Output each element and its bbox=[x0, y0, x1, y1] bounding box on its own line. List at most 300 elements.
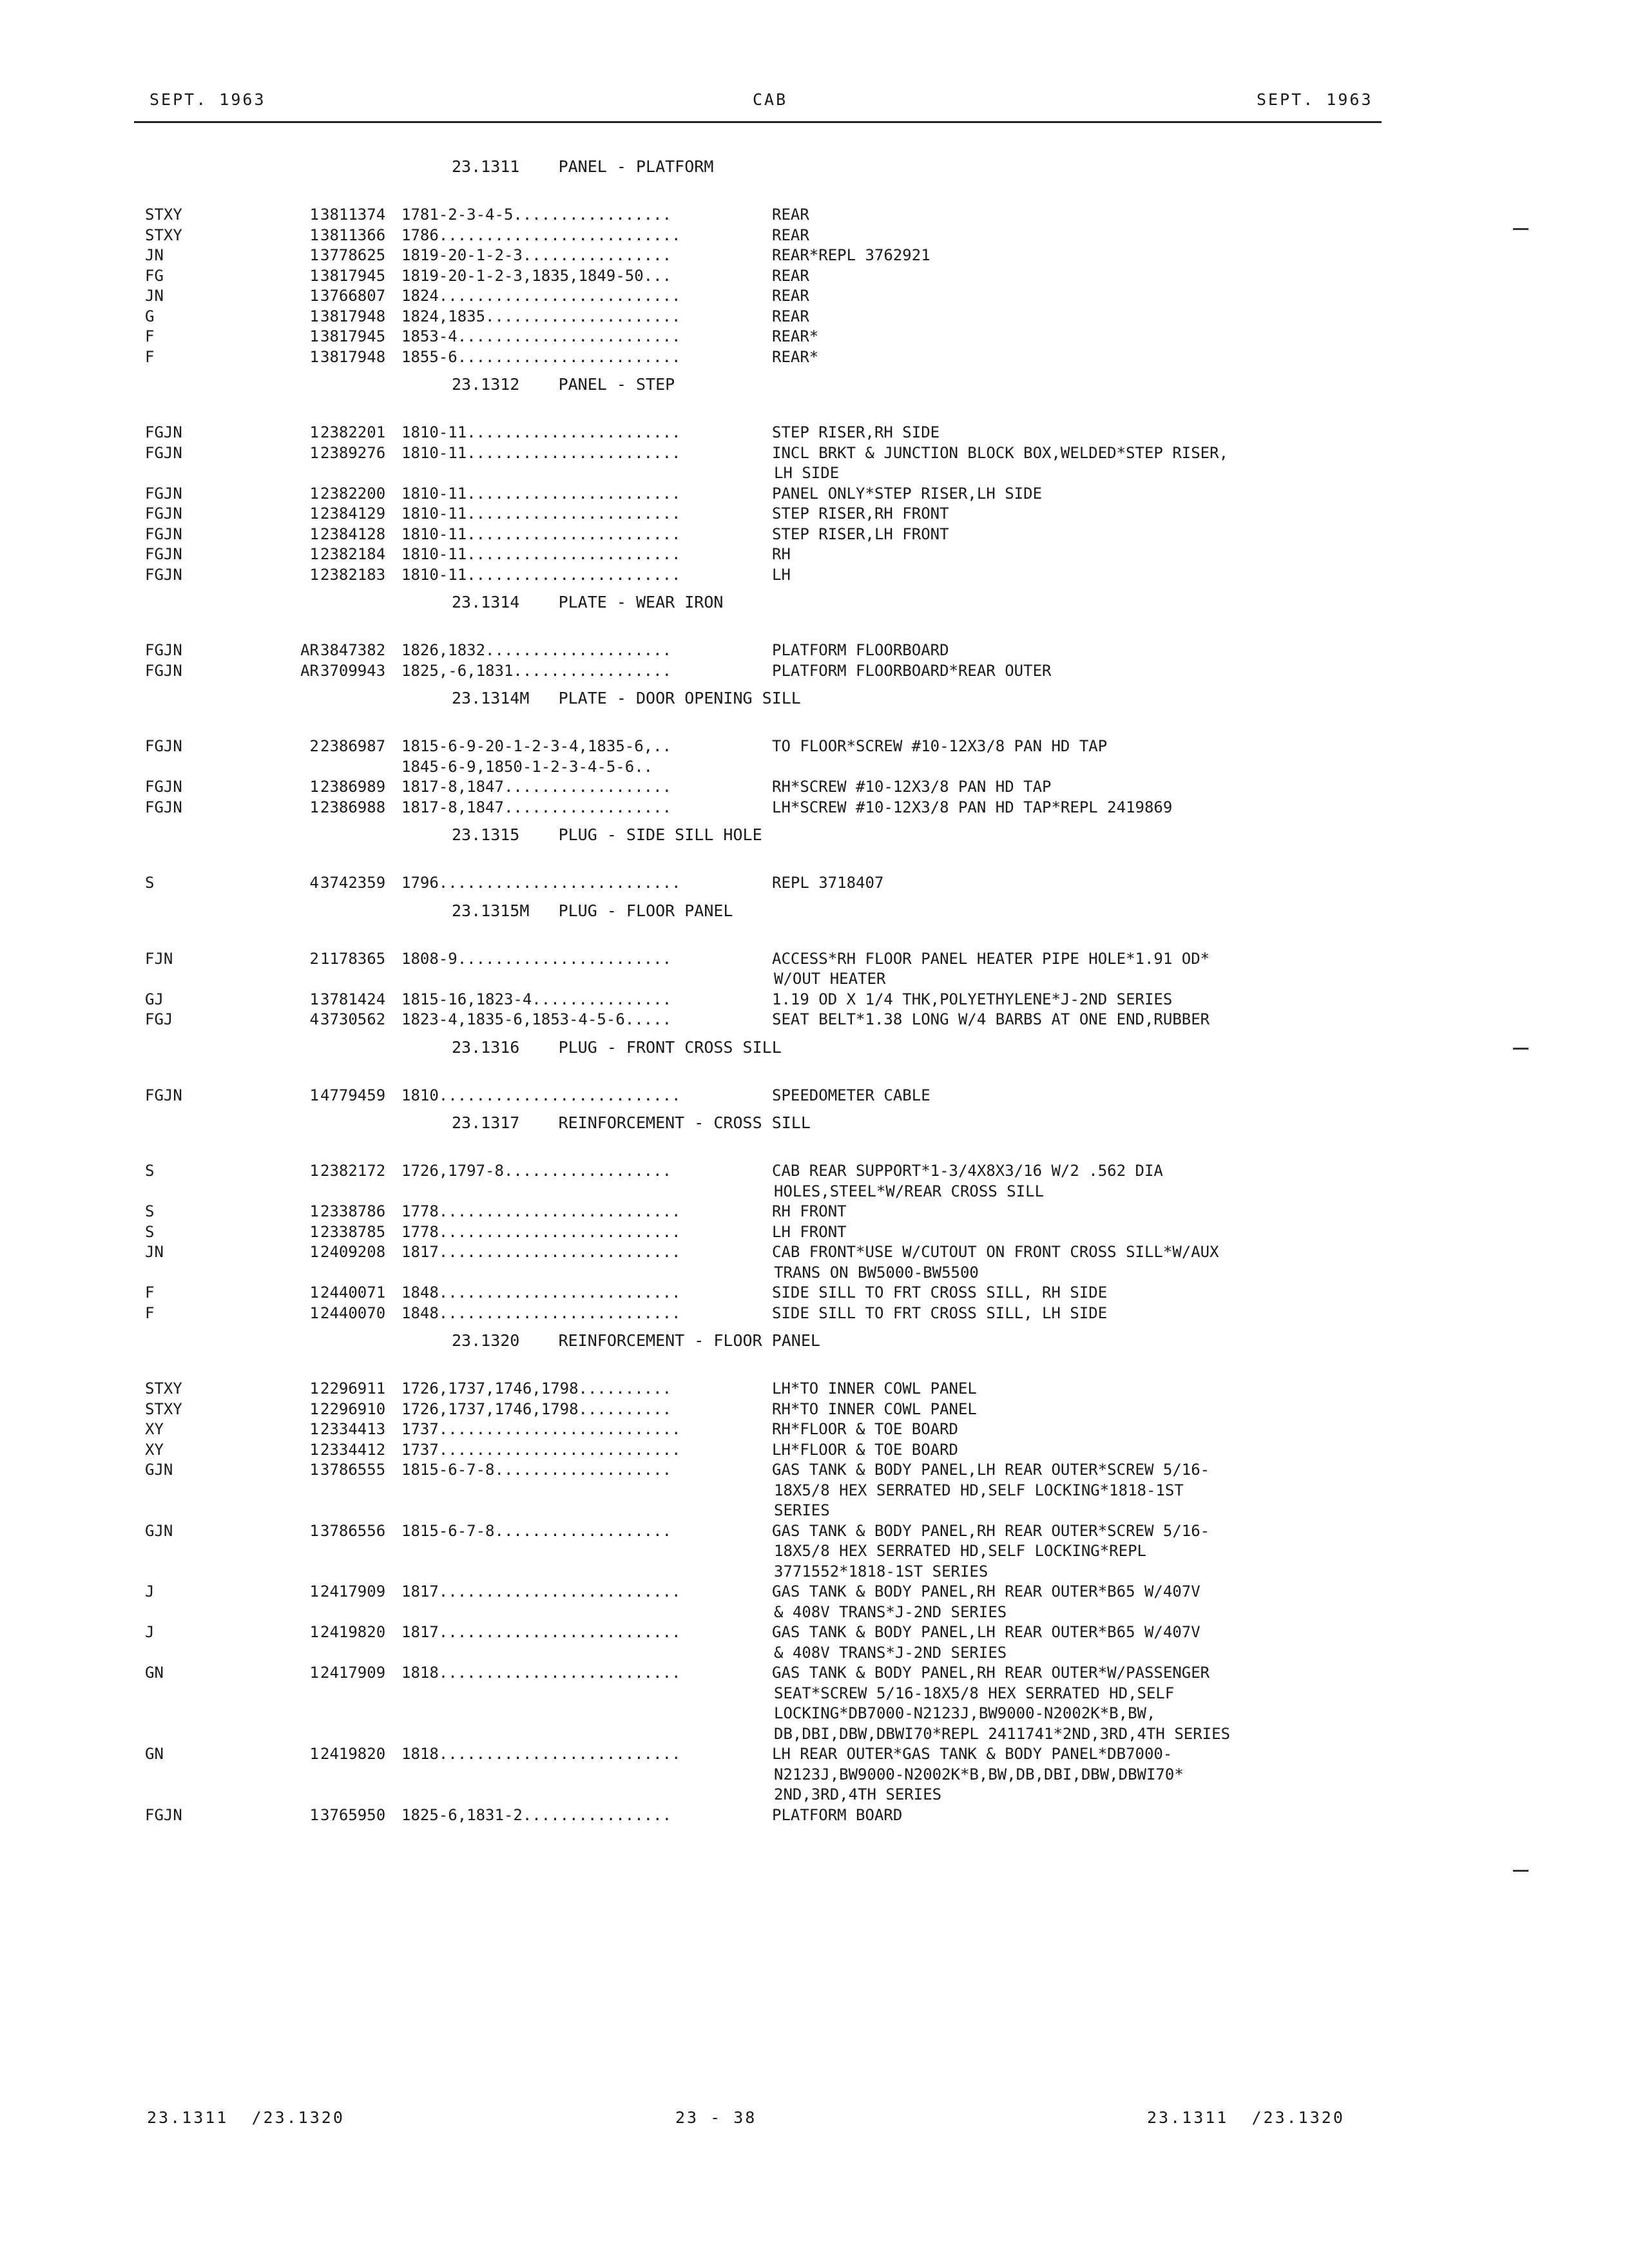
model-codes: XY bbox=[145, 1440, 164, 1459]
serial-numbers: 1810-11....................... bbox=[401, 524, 681, 543]
serial-numbers: 1810-11....................... bbox=[401, 565, 681, 584]
part-number: 2409208 bbox=[320, 1243, 386, 1261]
footer-page-number: 23 - 38 bbox=[675, 2108, 757, 2127]
part-row bbox=[145, 661, 1395, 682]
part-number: 2417909 bbox=[320, 1582, 386, 1600]
part-row bbox=[145, 873, 1395, 894]
model-codes: FGJN bbox=[145, 524, 182, 543]
quantity: 4 bbox=[309, 874, 319, 892]
indent-spacer bbox=[145, 463, 774, 484]
serial-numbers: 1848.......................... bbox=[401, 1303, 681, 1322]
serial-numbers: 1819-20-1-2-3,1835,1849-50... bbox=[401, 266, 672, 285]
model-codes: STXY bbox=[145, 226, 182, 244]
part-row bbox=[145, 1222, 1395, 1243]
serial-numbers: 1726,1737,1746,1798.......... bbox=[401, 1399, 672, 1418]
indent-spacer bbox=[145, 1481, 774, 1501]
model-codes: F bbox=[145, 327, 155, 345]
model-codes: JN bbox=[145, 246, 164, 264]
serial-numbers: 1817.......................... bbox=[401, 1582, 681, 1600]
model-codes: F bbox=[145, 1283, 155, 1302]
catalog-section bbox=[145, 1030, 1395, 1106]
model-codes: F bbox=[145, 1303, 155, 1322]
indent-spacer bbox=[145, 1562, 774, 1582]
serial-numbers: 1815-6-7-8................... bbox=[401, 1521, 672, 1540]
serial-numbers: 1823-4,1835-6,1853-4-5-6..... bbox=[401, 1010, 672, 1028]
part-row bbox=[145, 245, 1395, 266]
serial-numbers: 1808-9....................... bbox=[401, 949, 672, 968]
quantity: 1 bbox=[309, 1440, 319, 1459]
part-number: 2389276 bbox=[320, 443, 386, 462]
part-description: LH*SCREW #10-12X3/8 PAN HD TAP*REPL 2419869 bbox=[772, 798, 1173, 816]
model-codes: FGJN bbox=[145, 423, 182, 441]
catalog-section bbox=[145, 367, 1395, 585]
quantity: 1 bbox=[309, 287, 319, 305]
part-description: STEP RISER,LH FRONT bbox=[772, 524, 949, 543]
part-description-continued: N2123J,BW9000-N2002K*B,BW,DB,DBI,DBW,DBWI70* bbox=[774, 1765, 1184, 1783]
quantity: 1 bbox=[309, 226, 319, 244]
model-codes: G bbox=[145, 307, 155, 325]
part-description-continued: DB,DBI,DBW,DBWI70*REPL 2411741*2ND,3RD,4TH SERIES bbox=[774, 1724, 1231, 1743]
model-codes: FGJN bbox=[145, 505, 182, 523]
part-number: 2384129 bbox=[320, 505, 386, 523]
quantity: 1 bbox=[309, 1222, 319, 1241]
part-number: 4779459 bbox=[320, 1086, 386, 1104]
part-row bbox=[145, 1399, 1395, 1420]
part-description: GAS TANK & BODY PANEL,LH REAR OUTER*B65 W/407V bbox=[772, 1623, 1200, 1641]
margin-tick bbox=[1513, 1048, 1528, 1050]
model-codes: J bbox=[145, 1623, 155, 1641]
parts-list bbox=[145, 149, 1395, 1825]
part-description: LH REAR OUTER*GAS TANK & BODY PANEL*DB7000- bbox=[772, 1745, 1173, 1763]
model-codes: FGJN bbox=[145, 737, 182, 755]
description-continuation bbox=[145, 1562, 1395, 1582]
serial-numbers: 1825-6,1831-2................ bbox=[401, 1805, 672, 1824]
model-codes: F bbox=[145, 347, 155, 366]
quantity: 1 bbox=[309, 1664, 319, 1682]
serial-numbers: 1810-11....................... bbox=[401, 423, 681, 441]
part-description-continued: 3771552*1818-1ST SERIES bbox=[774, 1562, 988, 1581]
part-number: 2419820 bbox=[320, 1745, 386, 1763]
description-continuation bbox=[145, 1704, 1395, 1724]
serial-numbers: 1810-11....................... bbox=[401, 505, 681, 523]
model-codes: FG bbox=[145, 266, 164, 285]
description-continuation bbox=[145, 1541, 1395, 1562]
part-row bbox=[145, 1582, 1395, 1602]
quantity: 1 bbox=[309, 1399, 319, 1418]
catalog-section bbox=[145, 585, 1395, 681]
part-number: 2386988 bbox=[320, 798, 386, 816]
part-description: ACCESS*RH FLOOR PANEL HEATER PIPE HOLE*1.91 OD* bbox=[772, 949, 1210, 968]
part-description: RH*SCREW #10-12X3/8 PAN HD TAP bbox=[772, 778, 1052, 796]
serial-numbers: 1819-20-1-2-3................ bbox=[401, 246, 672, 264]
part-description: RH*FLOOR & TOE BOARD bbox=[772, 1420, 958, 1438]
model-codes: XY bbox=[145, 1420, 164, 1438]
part-row bbox=[145, 266, 1395, 287]
section-title: 23.1320 REINFORCEMENT - FLOOR PANEL bbox=[452, 1331, 820, 1350]
part-row bbox=[145, 307, 1395, 327]
quantity: 1 bbox=[309, 1303, 319, 1322]
margin-tick bbox=[1513, 1870, 1528, 1872]
quantity: 1 bbox=[309, 1379, 319, 1398]
part-number: 2382183 bbox=[320, 565, 386, 584]
serial-numbers: 1781-2-3-4-5................. bbox=[401, 206, 672, 224]
quantity: 1 bbox=[309, 545, 319, 563]
model-codes: JN bbox=[145, 287, 164, 305]
serial-numbers: 1817-8,1847.................. bbox=[401, 778, 672, 796]
part-row bbox=[145, 1622, 1395, 1643]
part-description: LH FRONT bbox=[772, 1222, 847, 1241]
indent-spacer bbox=[145, 1182, 774, 1202]
part-description-continued: LOCKING*DB7000-N2123J,BW9000-N2002K*B,BW, bbox=[774, 1704, 1156, 1722]
indent-spacer bbox=[145, 1765, 774, 1785]
part-description: REAR*REPL 3762921 bbox=[772, 246, 930, 264]
quantity: 1 bbox=[309, 1162, 319, 1180]
catalog-section bbox=[145, 894, 1395, 1030]
serial-numbers: 1778.......................... bbox=[401, 1222, 681, 1241]
catalog-section bbox=[145, 149, 1395, 367]
part-row bbox=[145, 798, 1395, 818]
part-number: 2382172 bbox=[320, 1162, 386, 1180]
serial-numbers: 1796.......................... bbox=[401, 874, 681, 892]
part-description-continued: 2ND,3RD,4TH SERIES bbox=[774, 1785, 942, 1803]
part-description-continued: TRANS ON BW5000-BW5500 bbox=[774, 1263, 979, 1282]
part-number: 2296911 bbox=[320, 1379, 386, 1398]
model-codes: FGJN bbox=[145, 545, 182, 563]
serial-numbers: 1810-11....................... bbox=[401, 545, 681, 563]
section-title: 23.1312 PANEL - STEP bbox=[452, 375, 675, 394]
serial-numbers: 1848.......................... bbox=[401, 1283, 681, 1302]
model-codes: STXY bbox=[145, 206, 182, 224]
part-number: 3817945 bbox=[320, 266, 386, 285]
indent-spacer bbox=[145, 1643, 774, 1664]
part-row bbox=[145, 504, 1395, 524]
serial-numbers: 1818.......................... bbox=[401, 1745, 681, 1763]
part-row bbox=[145, 736, 1395, 757]
part-description: TO FLOOR*SCREW #10-12X3/8 PAN HD TAP bbox=[772, 737, 1108, 755]
part-number: 3847382 bbox=[320, 641, 386, 659]
section-title: 23.1316 PLUG - FRONT CROSS SILL bbox=[452, 1037, 782, 1057]
serial-numbers: 1826,1832.................... bbox=[401, 641, 672, 659]
quantity: 1 bbox=[309, 246, 319, 264]
part-description: REAR bbox=[772, 206, 809, 224]
catalog-section bbox=[145, 818, 1395, 894]
part-description: CAB REAR SUPPORT*1-3/4X8X3/16 W/2 .562 DIA bbox=[772, 1162, 1163, 1180]
quantity: 1 bbox=[309, 798, 319, 816]
part-number: 3766807 bbox=[320, 287, 386, 305]
serial-numbers: 1818.......................... bbox=[401, 1664, 681, 1682]
part-number: 2382184 bbox=[320, 545, 386, 563]
description-continuation bbox=[145, 969, 1395, 990]
model-codes: S bbox=[145, 1202, 155, 1220]
section-title: 23.1311 PANEL - PLATFORM bbox=[452, 157, 714, 176]
model-codes: STXY bbox=[145, 1399, 182, 1418]
indent-spacer bbox=[145, 1684, 774, 1704]
quantity: 1 bbox=[309, 1745, 319, 1763]
quantity: 1 bbox=[309, 307, 319, 325]
part-description: PLATFORM FLOORBOARD*REAR OUTER bbox=[772, 661, 1052, 680]
part-number: 3811374 bbox=[320, 206, 386, 224]
description-continuation bbox=[145, 1785, 1395, 1805]
quantity: 1 bbox=[309, 347, 319, 366]
part-row bbox=[145, 1460, 1395, 1481]
description-continuation bbox=[145, 1765, 1395, 1785]
model-codes: S bbox=[145, 1222, 155, 1241]
part-row bbox=[145, 1202, 1395, 1222]
part-number: 2382201 bbox=[320, 423, 386, 441]
quantity: 1 bbox=[309, 443, 319, 462]
part-number: 3811366 bbox=[320, 226, 386, 244]
part-description: LH*FLOOR & TOE BOARD bbox=[772, 1440, 958, 1459]
part-number: 2386987 bbox=[320, 737, 386, 755]
part-number: 2334413 bbox=[320, 1420, 386, 1438]
part-row bbox=[145, 640, 1395, 661]
model-codes: FGJ bbox=[145, 1010, 173, 1028]
quantity: AR bbox=[300, 641, 319, 659]
part-row bbox=[145, 777, 1395, 798]
catalog-section bbox=[145, 1106, 1395, 1323]
description-continuation bbox=[145, 1602, 1395, 1623]
part-description-continued: SERIES bbox=[774, 1501, 830, 1519]
section-spacer bbox=[145, 928, 1395, 949]
section-title: 23.1315M PLUG - FLOOR PANEL bbox=[452, 901, 733, 920]
part-number: 2334412 bbox=[320, 1440, 386, 1459]
serial-numbers: 1817.......................... bbox=[401, 1623, 681, 1641]
part-row bbox=[145, 1419, 1395, 1440]
part-description: PLATFORM BOARD bbox=[772, 1805, 903, 1824]
part-row bbox=[145, 443, 1395, 464]
serial-numbers: 1737.......................... bbox=[401, 1420, 681, 1438]
model-codes: FGJN bbox=[145, 565, 182, 584]
model-codes: STXY bbox=[145, 1379, 182, 1398]
part-row bbox=[145, 1440, 1395, 1461]
part-row bbox=[145, 1805, 1395, 1826]
part-description: LH*TO INNER COWL PANEL bbox=[772, 1379, 977, 1398]
model-codes: FGJN bbox=[145, 641, 182, 659]
part-row bbox=[145, 949, 1395, 970]
description-continuation bbox=[145, 1684, 1395, 1704]
indent-spacer bbox=[145, 1501, 774, 1521]
quantity: 1 bbox=[309, 423, 319, 441]
part-row bbox=[145, 347, 1395, 368]
part-row bbox=[145, 226, 1395, 246]
serial-numbers: 1737.......................... bbox=[401, 1440, 681, 1459]
indent-spacer bbox=[145, 1724, 774, 1745]
section-spacer bbox=[145, 620, 1395, 640]
part-row bbox=[145, 1242, 1395, 1263]
part-description-continued: W/OUT HEATER bbox=[774, 970, 886, 988]
quantity: 1 bbox=[309, 484, 319, 503]
part-description: GAS TANK & BODY PANEL,RH REAR OUTER*B65 W/407V bbox=[772, 1582, 1200, 1600]
section-title: 23.1317 REINFORCEMENT - CROSS SILL bbox=[452, 1113, 811, 1132]
serial-numbers: 1810-11....................... bbox=[401, 443, 681, 462]
description-continuation bbox=[145, 1724, 1395, 1745]
model-codes: FGJN bbox=[145, 484, 182, 503]
serial-numbers: 1786.......................... bbox=[401, 226, 681, 244]
part-description: REAR bbox=[772, 266, 809, 285]
model-codes: S bbox=[145, 1162, 155, 1180]
indent-spacer bbox=[145, 757, 401, 778]
serial-numbers-continued: 1845-6-9,1850-1-2-3-4-5-6.. bbox=[401, 757, 653, 776]
quantity: 2 bbox=[309, 949, 319, 968]
serial-numbers: 1815-16,1823-4............... bbox=[401, 990, 672, 1008]
quantity: AR bbox=[300, 661, 319, 680]
quantity: 1 bbox=[309, 1521, 319, 1540]
section-title: 23.1314 PLATE - WEAR IRON bbox=[452, 593, 724, 611]
quantity: 1 bbox=[309, 1243, 319, 1261]
part-description: REAR bbox=[772, 226, 809, 244]
serial-numbers: 1815-6-7-8................... bbox=[401, 1461, 672, 1479]
part-number: 1178365 bbox=[320, 949, 386, 968]
indent-spacer bbox=[145, 1541, 774, 1562]
quantity: 1 bbox=[309, 1805, 319, 1824]
part-description: PANEL ONLY*STEP RISER,LH SIDE bbox=[772, 484, 1043, 503]
part-description-continued: SEAT*SCREW 5/16-18X5/8 HEX SERRATED HD,SELF bbox=[774, 1684, 1175, 1702]
model-codes: GN bbox=[145, 1664, 164, 1682]
part-number: 2417909 bbox=[320, 1664, 386, 1682]
description-continuation bbox=[145, 463, 1395, 484]
part-number: 2382200 bbox=[320, 484, 386, 503]
quantity: 1 bbox=[309, 1202, 319, 1220]
description-continuation bbox=[145, 1263, 1395, 1283]
quantity: 2 bbox=[309, 737, 319, 755]
quantity: 1 bbox=[309, 206, 319, 224]
part-number: 3817948 bbox=[320, 347, 386, 366]
quantity: 4 bbox=[309, 1010, 319, 1028]
quantity: 1 bbox=[309, 524, 319, 543]
serial-numbers: 1817-8,1847.................. bbox=[401, 798, 672, 816]
part-description-continued: LH SIDE bbox=[774, 464, 840, 482]
part-description: REAR* bbox=[772, 347, 819, 366]
serial-numbers: 1810.......................... bbox=[401, 1086, 681, 1104]
model-codes: GJN bbox=[145, 1461, 173, 1479]
part-row bbox=[145, 423, 1395, 443]
quantity: 1 bbox=[309, 1461, 319, 1479]
serial-numbers: 1726,1797-8.................. bbox=[401, 1162, 672, 1180]
quantity: 1 bbox=[309, 1420, 319, 1438]
part-description: LH bbox=[772, 565, 791, 584]
part-number: 2386989 bbox=[320, 778, 386, 796]
part-description: RH FRONT bbox=[772, 1202, 847, 1220]
quantity: 1 bbox=[309, 990, 319, 1008]
part-description: SIDE SILL TO FRT CROSS SILL, RH SIDE bbox=[772, 1283, 1108, 1302]
indent-spacer bbox=[145, 1263, 774, 1283]
part-number: 3786556 bbox=[320, 1521, 386, 1540]
description-continuation bbox=[145, 1182, 1395, 1202]
part-number: 3778625 bbox=[320, 246, 386, 264]
part-number: 3786555 bbox=[320, 1461, 386, 1479]
section-spacer bbox=[145, 1065, 1395, 1086]
serial-numbers: 1726,1737,1746,1798.......... bbox=[401, 1379, 672, 1398]
margin-tick bbox=[1513, 228, 1528, 230]
part-description: SIDE SILL TO FRT CROSS SILL, LH SIDE bbox=[772, 1303, 1108, 1322]
quantity: 1 bbox=[309, 1283, 319, 1302]
part-description: PLATFORM FLOORBOARD bbox=[772, 641, 949, 659]
description-continuation bbox=[145, 1643, 1395, 1664]
header-date-left: SEPT. 1963 bbox=[149, 90, 266, 109]
serial-numbers: 1855-6........................ bbox=[401, 347, 681, 366]
part-row bbox=[145, 1521, 1395, 1542]
serial-numbers: 1824.......................... bbox=[401, 287, 681, 305]
part-row bbox=[145, 565, 1395, 586]
part-number: 3742359 bbox=[320, 874, 386, 892]
part-description: GAS TANK & BODY PANEL,LH REAR OUTER*SCREW 5/16- bbox=[772, 1461, 1210, 1479]
model-codes: FJN bbox=[145, 949, 173, 968]
part-row bbox=[145, 1663, 1395, 1684]
part-description: REAR bbox=[772, 287, 809, 305]
model-codes: FGJN bbox=[145, 443, 182, 462]
model-codes: GJN bbox=[145, 1521, 173, 1540]
model-codes: FGJN bbox=[145, 1086, 182, 1104]
serial-numbers: 1817.......................... bbox=[401, 1243, 681, 1261]
indent-spacer bbox=[145, 1785, 774, 1805]
serial-numbers: 1810-11....................... bbox=[401, 484, 681, 503]
part-row bbox=[145, 1161, 1395, 1182]
part-row bbox=[145, 1744, 1395, 1765]
catalog-section bbox=[145, 681, 1395, 818]
model-codes: J bbox=[145, 1582, 155, 1600]
model-codes: GJ bbox=[145, 990, 164, 1008]
part-row bbox=[145, 1010, 1395, 1030]
quantity: 1 bbox=[309, 1086, 319, 1104]
part-number: 2338785 bbox=[320, 1222, 386, 1241]
indent-spacer bbox=[145, 1602, 774, 1623]
quantity: 1 bbox=[309, 565, 319, 584]
model-codes: FGJN bbox=[145, 1805, 182, 1824]
header-date-right: SEPT. 1963 bbox=[1257, 90, 1373, 109]
part-description: GAS TANK & BODY PANEL,RH REAR OUTER*W/PASSENGER bbox=[772, 1664, 1210, 1682]
part-row bbox=[145, 1303, 1395, 1324]
model-codes: FGJN bbox=[145, 798, 182, 816]
indent-spacer bbox=[145, 1704, 774, 1724]
description-continuation bbox=[145, 1481, 1395, 1501]
part-row bbox=[145, 990, 1395, 1010]
section-spacer bbox=[145, 184, 1395, 205]
serial-numbers: 1853-4........................ bbox=[401, 327, 681, 345]
part-number: 3730562 bbox=[320, 1010, 386, 1028]
part-row bbox=[145, 484, 1395, 505]
part-number: 2440071 bbox=[320, 1283, 386, 1302]
part-row bbox=[145, 1379, 1395, 1399]
part-description: 1.19 OD X 1/4 THK,POLYETHYLENE*J-2ND SERIES bbox=[772, 990, 1173, 1008]
part-number: 2440070 bbox=[320, 1303, 386, 1322]
model-codes: GN bbox=[145, 1745, 164, 1763]
part-description: SEAT BELT*1.38 LONG W/4 BARBS AT ONE END,RUBBER bbox=[772, 1010, 1210, 1028]
part-description-continued: 18X5/8 HEX SERRATED HD,SELF LOCKING*1818-1ST bbox=[774, 1481, 1184, 1499]
part-row bbox=[145, 205, 1395, 226]
model-codes: S bbox=[145, 874, 155, 892]
part-description: INCL BRKT & JUNCTION BLOCK BOX,WELDED*STEP RISER, bbox=[772, 443, 1229, 462]
part-row bbox=[145, 1086, 1395, 1106]
part-description: SPEEDOMETER CABLE bbox=[772, 1086, 930, 1104]
part-description-continued: HOLES,STEEL*W/REAR CROSS SILL bbox=[774, 1182, 1045, 1200]
part-description: STEP RISER,RH SIDE bbox=[772, 423, 940, 441]
header-section: CAB bbox=[753, 90, 788, 109]
serial-numbers: 1824,1835..................... bbox=[401, 307, 681, 325]
serials-continuation bbox=[145, 757, 1395, 778]
section-spacer bbox=[145, 1140, 1395, 1161]
serial-numbers: 1825,-6,1831................. bbox=[401, 661, 672, 680]
section-spacer bbox=[145, 852, 1395, 873]
section-spacer bbox=[145, 1358, 1395, 1379]
part-number: 2419820 bbox=[320, 1623, 386, 1641]
part-number: 3817945 bbox=[320, 327, 386, 345]
part-row bbox=[145, 1283, 1395, 1303]
quantity: 1 bbox=[309, 266, 319, 285]
part-number: 2338786 bbox=[320, 1202, 386, 1220]
part-row bbox=[145, 327, 1395, 347]
serial-numbers: 1815-6-9-20-1-2-3-4,1835-6,.. bbox=[401, 737, 672, 755]
quantity: 1 bbox=[309, 778, 319, 796]
